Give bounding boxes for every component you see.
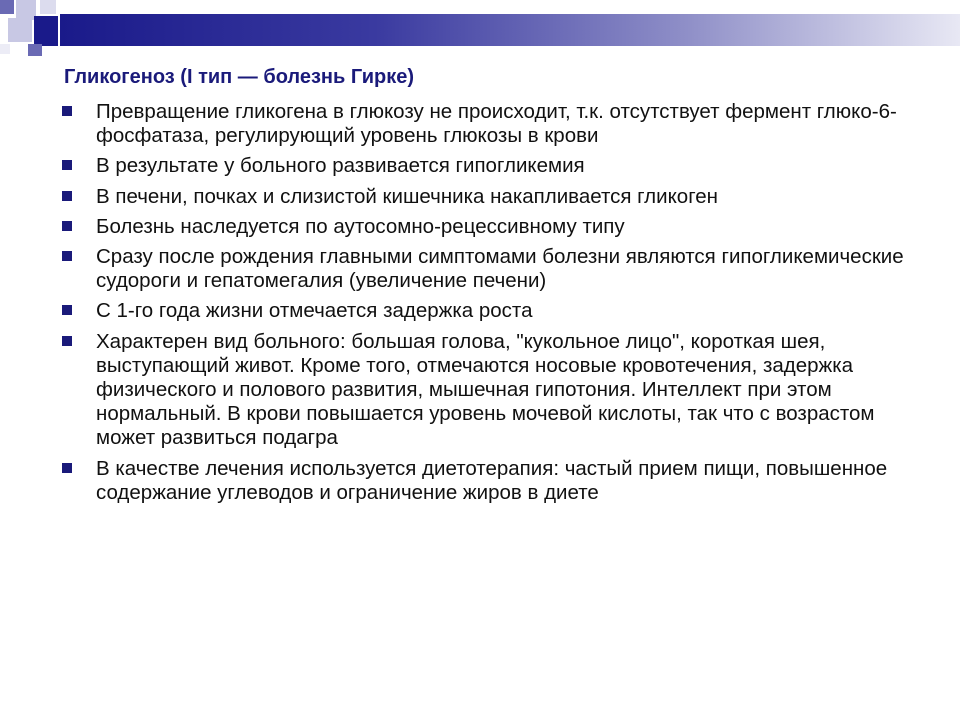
bullet-text: Болезнь наследуется по аутосомно-рецессивному типу	[96, 214, 625, 238]
decor-square	[40, 0, 56, 14]
decor-square	[16, 0, 36, 20]
bullet-text: Превращение гликогена в глюкозу не происходит, т.к. отсутствует фермент глюко-6-фосфатаза, регулирующий уровень глюкозы в крови	[96, 100, 897, 148]
square-bullet-icon	[62, 160, 72, 170]
list-item	[62, 299, 912, 323]
square-bullet-icon	[62, 106, 72, 116]
bullet-text: Сразу после рождения главными симптомами болезни являются гипогликемические судороги и гепатомегалия (увеличение печени)	[96, 245, 904, 293]
list-item	[62, 215, 912, 239]
square-bullet-icon	[62, 305, 72, 315]
slide-title: Гликогеноз (I тип — болезнь Гирке)	[64, 66, 414, 88]
decor-square	[8, 18, 32, 42]
bullet-text: В печени, почках и слизистой кишечника накапливается гликоген	[96, 184, 718, 208]
decor-square	[0, 44, 10, 54]
bullet-text: Характерен вид больного: большая голова, "кукольное лицо", короткая шея, выступающий живот. Кроме того, отмечаются носовые кровотечения, задержка физического и полового развития, мышечная гипотония. Интеллект при этом нормальный. В крови повышается уровень мочевой кислоты, так что с возрастом может развиться подагра	[96, 329, 875, 450]
list-item	[62, 245, 912, 293]
square-bullet-icon	[62, 221, 72, 231]
bullet-text: В качестве лечения используется диетотерапия: частый прием пищи, повышенное содержание углеводов и ограничение жиров в диете	[96, 456, 888, 504]
square-bullet-icon	[62, 336, 72, 346]
bullet-list	[62, 100, 912, 511]
bullet-text: В результате у больного развивается гипогликемия	[96, 154, 585, 178]
square-bullet-icon	[62, 251, 72, 261]
bullet-text: С 1-го года жизни отмечается задержка роста	[96, 299, 533, 323]
decor-square	[34, 16, 58, 46]
square-bullet-icon	[62, 463, 72, 473]
decor-square	[0, 0, 14, 14]
list-item	[62, 185, 912, 209]
list-item	[62, 100, 912, 148]
list-item	[62, 457, 912, 505]
decor-square	[28, 44, 42, 56]
list-item	[62, 330, 912, 451]
square-bullet-icon	[62, 191, 72, 201]
header-gradient-bar	[60, 14, 960, 46]
list-item	[62, 154, 912, 178]
